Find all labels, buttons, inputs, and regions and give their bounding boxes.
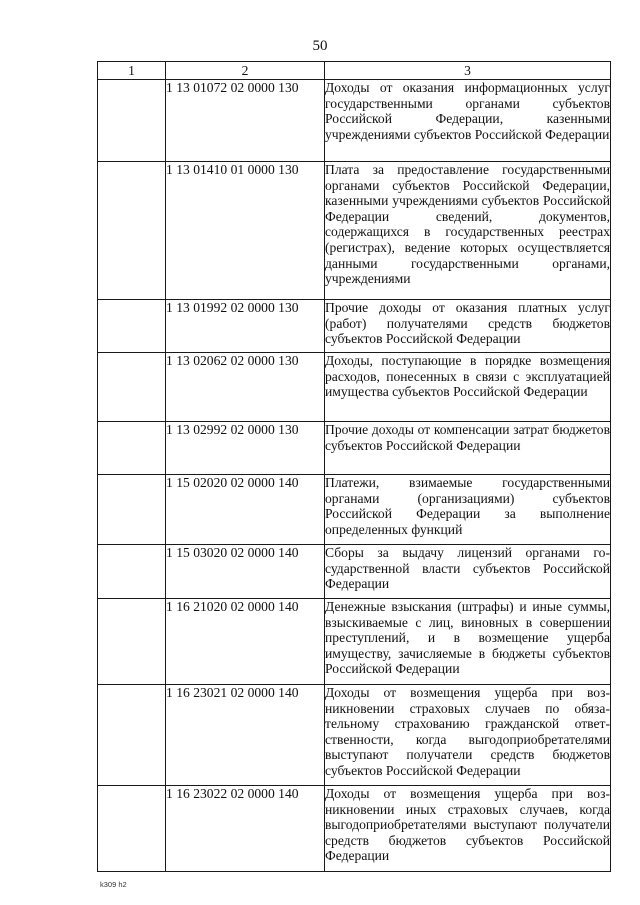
budget-code-cell: 1 13 01992 02 0000 130 xyxy=(166,300,325,353)
table-row xyxy=(98,786,611,872)
description-cell: Сборы за выдачу лицензий органами государственной власти субъектов Российской Федерации xyxy=(325,545,611,599)
row-number-cell xyxy=(98,685,166,786)
document-footer-code: k309 h2 xyxy=(100,880,127,889)
budget-code-cell: 1 16 21020 02 0000 140 xyxy=(166,599,325,685)
row-number-cell xyxy=(98,545,166,599)
row-number-cell xyxy=(98,80,166,162)
description-cell: Доходы от оказания информационных услуг государственными органами субъектов Российской Федерации, казенными учреждениями субъектов Российской Федерации xyxy=(325,80,611,162)
row-number-cell xyxy=(98,475,166,545)
table-row xyxy=(98,422,611,475)
row-number-cell xyxy=(98,300,166,353)
table-row xyxy=(98,545,611,599)
description-cell: Прочие доходы от оказания платных услуг (работ) получателями средств бюджетов субъектов Российской Федерации xyxy=(325,300,611,353)
description-cell: Плата за предоставление государственными органами субъектов Российской Федерации, казенными учреждениями субъектов Российской Федерации сведений, документов, содержащихся в государственных реестрах (регистрах), ведение которых осуществляется данными государственными органами, учреждениями xyxy=(325,162,611,300)
budget-code-cell: 1 13 01072 02 0000 130 xyxy=(166,80,325,162)
budget-code-cell: 1 13 01410 01 0000 130 xyxy=(166,162,325,300)
row-number-cell xyxy=(98,162,166,300)
table-row xyxy=(98,685,611,786)
budget-code-cell: 1 15 02020 02 0000 140 xyxy=(166,475,325,545)
table-row xyxy=(98,599,611,685)
description-cell: Доходы от возмещения ущерба при возникновении страховых случаев по обязательному страхованию гражданской ответственности, когда выгодоприобретателями выступают получатели средств бюджетов субъектов Российской Федерации xyxy=(325,685,611,786)
description-cell: Доходы от возмещения ущерба при возникновении иных страховых случаев, когда выгодоприобретателями выступают получатели средств бюджетов субъектов Российской Федерации xyxy=(325,786,611,872)
budget-code-cell: 1 16 23022 02 0000 140 xyxy=(166,786,325,872)
budget-code-cell: 1 15 03020 02 0000 140 xyxy=(166,545,325,599)
page-number: 50 xyxy=(312,38,328,54)
row-number-cell xyxy=(98,786,166,872)
budget-code-cell: 1 13 02062 02 0000 130 xyxy=(166,353,325,422)
description-cell: Прочие доходы от компенсации затрат бюджетов субъектов Российской Федерации xyxy=(325,422,611,475)
budget-code-cell: 1 13 02992 02 0000 130 xyxy=(166,422,325,475)
table-row xyxy=(98,162,611,300)
table-row xyxy=(98,80,611,162)
row-number-cell xyxy=(98,353,166,422)
budget-revenue-table xyxy=(97,61,611,872)
table-row xyxy=(98,475,611,545)
row-number-cell xyxy=(98,422,166,475)
column-header-2: 2 xyxy=(166,62,325,80)
description-cell: Денежные взыскания (штрафы) и иные суммы, взыскиваемые с лиц, виновных в совершении преступлений, и в возмещение ущерба имуществу, зачисляемые в бюджеты субъектов Российской Федерации xyxy=(325,599,611,685)
table-row xyxy=(98,353,611,422)
description-cell: Доходы, поступающие в порядке возмещения расходов, понесенных в связи с эксплуатацией имущества субъектов Российской Федерации xyxy=(325,353,611,422)
table-row xyxy=(98,300,611,353)
column-header-1: 1 xyxy=(98,62,166,80)
budget-code-cell: 1 16 23021 02 0000 140 xyxy=(166,685,325,786)
description-cell: Платежи, взимаемые государственными органами (организациями) субъектов Российской Федерации за выполнение определенных функций xyxy=(325,475,611,545)
row-number-cell xyxy=(98,599,166,685)
column-header-3: 3 xyxy=(325,62,611,80)
table-header-row xyxy=(98,62,611,80)
